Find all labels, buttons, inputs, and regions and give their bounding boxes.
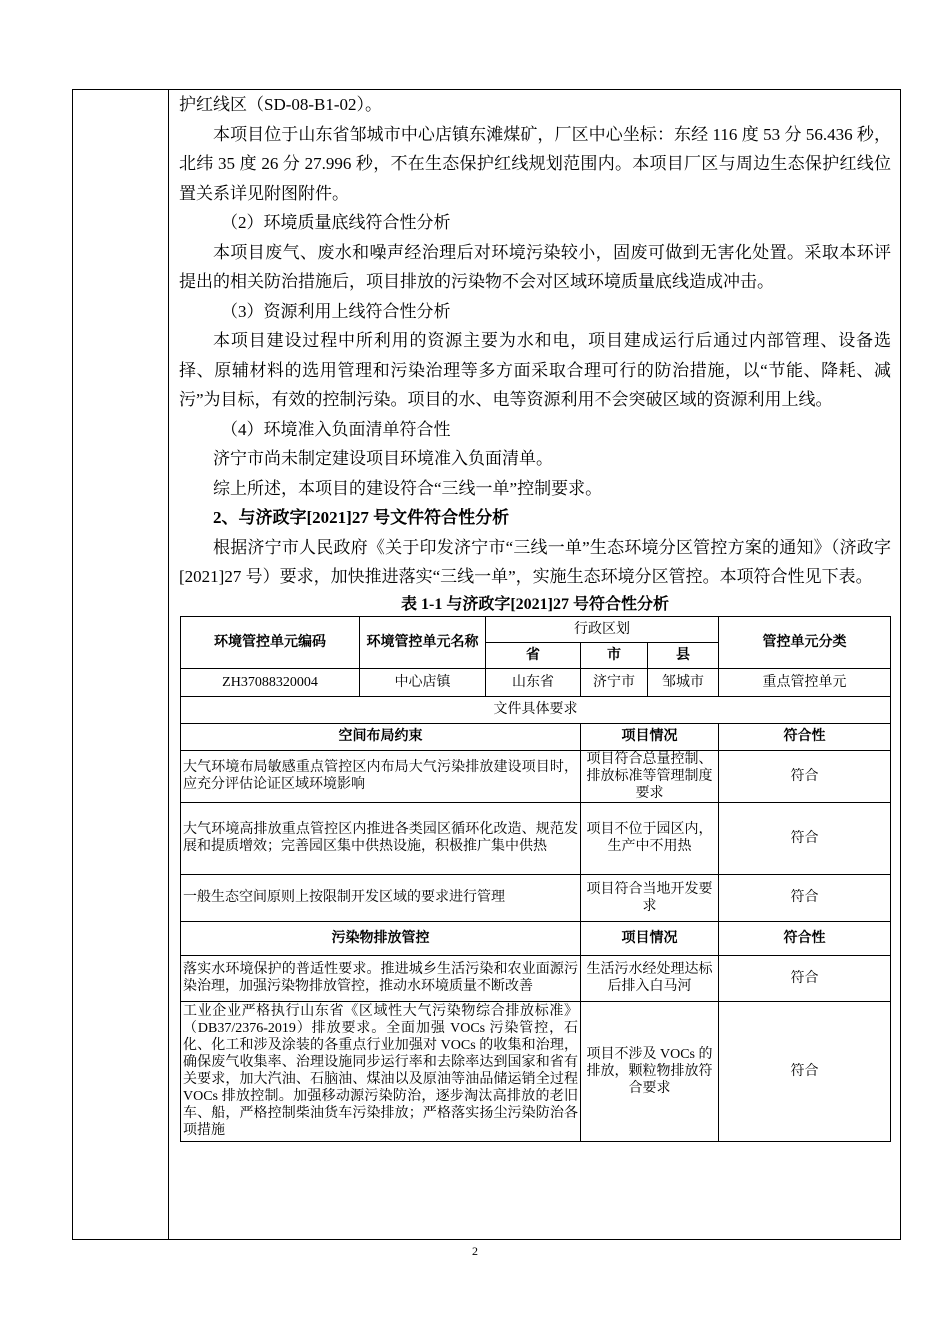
section-status-header: 项目情况 xyxy=(581,921,719,955)
section-status-header: 项目情况 xyxy=(581,723,719,750)
section-comp-header: 符合性 xyxy=(719,921,891,955)
heading-env-quality: （2）环境质量底线符合性分析 xyxy=(221,213,451,232)
table-row-status: 生活污水经处理达标后排入白马河 xyxy=(581,955,719,1001)
doc-requirements-label: 文件具体要求 xyxy=(181,696,891,723)
table-row-compliance: 符合 xyxy=(719,874,891,921)
paragraph-location: 本项目位于山东省邹城市中心店镇东滩煤矿，厂区中心坐标：东经 116 度 53 分 56.436 秒，北纬 35 度 26 分 27.996 秒，不在生态保护红线规划范围内。本项目厂区与周边生态保护红线位置关系详见附图附件。 xyxy=(179,124,891,203)
table-row-requirement: 大气环境布局敏感重点管控区内布局大气污染排放建设项目时，应充分评估论证区域环境影响 xyxy=(181,750,581,802)
table-row-status: 项目符合总量控制、排放标准等管理制度要求 xyxy=(581,750,719,802)
paragraph-negative-list: 济宁市尚未制定建设项目环境准入负面清单。 xyxy=(213,449,553,468)
header-unit-name: 环境管控单元名称 xyxy=(360,616,486,668)
cell-county: 邹城市 xyxy=(648,668,719,696)
table-row-compliance: 符合 xyxy=(719,750,891,802)
table-row-compliance: 符合 xyxy=(719,1001,891,1141)
table-row-requirement: 落实水环境保护的普适性要求。推进城乡生活污染和农业面源污染治理，加强污染物排放管控，推动水环境质量不断改善 xyxy=(181,955,581,1001)
header-county: 县 xyxy=(648,642,719,668)
table-caption: 表 1-1 与济政字[2021]27 号符合性分析 xyxy=(401,595,669,613)
paragraph-section-2: 根据济宁市人民政府《关于印发济宁市“三线一单”生态环境分区管控方案的通知》（济政字[2021]27 号）要求，加快推进落实“三线一单”，实施生态环境分区管控。本项符合性见下表。 xyxy=(179,537,891,586)
section-title-spatial: 空间布局约束 xyxy=(181,723,581,750)
heading-negative-list: （4）环境准入负面清单符合性 xyxy=(221,419,451,439)
table-row-compliance: 符合 xyxy=(719,802,891,874)
paragraph-1: 护红线区（SD-08-B1-02）。 xyxy=(179,95,383,114)
table-row-requirement: 一般生态空间原则上按限制开发区域的要求进行管理 xyxy=(181,874,581,921)
left-column xyxy=(73,90,169,1239)
cell-category: 重点管控单元 xyxy=(719,668,891,696)
table-row-status: 项目不涉及 VOCs 的排放，颗粒物排放符合要求 xyxy=(581,1001,719,1141)
header-province: 省 xyxy=(486,642,581,668)
table-row-compliance: 符合 xyxy=(719,955,891,1001)
paragraph-env-quality: 本项目废气、废水和噪声经治理后对环境污染较小，固废可做到无害化处置。采取本环评提出的相关防治措施后，项目排放的污染物不会对区域环境质量底线造成冲击。 xyxy=(179,242,891,291)
header-admin: 行政区划 xyxy=(486,616,719,642)
cell-unit-name: 中心店镇 xyxy=(360,668,486,696)
header-city: 市 xyxy=(581,642,648,668)
cell-province: 山东省 xyxy=(486,668,581,696)
table-row-status: 项目不位于园区内，生产中不用热 xyxy=(581,802,719,874)
cell-city: 济宁市 xyxy=(581,668,648,696)
table-row-requirement: 工业企业严格执行山东省《区域性大气污染物综合排放标准》（DB37/2376-2019）排放要求。全面加强 VOCs 污染管控，石化、化工和涉及涂装的各重点行业加强对 VOCs 的收集和治理，确保废气收集率、治理设施同步运行率和去除率达到国家和省有关要求，加大汽油、石脑油、煤油以及原油等油品储运销全过程 VOCs 排放控制。加强移动源污染防治，逐步淘汰高排放的老旧车、船，严格控制柴油货车污染排放；严格落实扬尘污染防治各项措施 xyxy=(181,1001,581,1141)
header-unit-code: 环境管控单元编码 xyxy=(181,616,360,668)
heading-resource: （3）资源利用上线符合性分析 xyxy=(221,301,451,321)
paragraph-summary: 综上所述，本项目的建设符合“三线一单”控制要求。 xyxy=(213,478,603,498)
table-row-requirement: 大气环境高排放重点管控区内推进各类园区循环化改造、规范发展和提质增效；完善园区集中供热设施，积极推广集中供热 xyxy=(181,802,581,874)
page-frame xyxy=(72,89,901,1240)
section-title-emission: 污染物排放管控 xyxy=(181,921,581,955)
header-category: 管控单元分类 xyxy=(719,616,891,668)
page-number: 2 xyxy=(472,1244,478,1258)
content-area xyxy=(179,90,891,1142)
cell-unit-code: ZH37088320004 xyxy=(181,668,360,696)
compliance-table xyxy=(180,616,891,1142)
heading-section-2: 2、与济政字[2021]27 号文件符合性分析 xyxy=(213,508,510,527)
paragraph-resource: 本项目建设过程中所利用的资源主要为水和电，项目建成运行后通过内部管理、设备选择、原辅材料的选用管理和污染治理等多方面采取合理可行的防治措施，以“节能、降耗、减污”为目标，有效的控制污染。项目的水、电等资源利用不会突破区域的资源利用上线。 xyxy=(179,331,891,409)
table-row-status: 项目符合当地开发要求 xyxy=(581,874,719,921)
section-comp-header: 符合性 xyxy=(719,723,891,750)
